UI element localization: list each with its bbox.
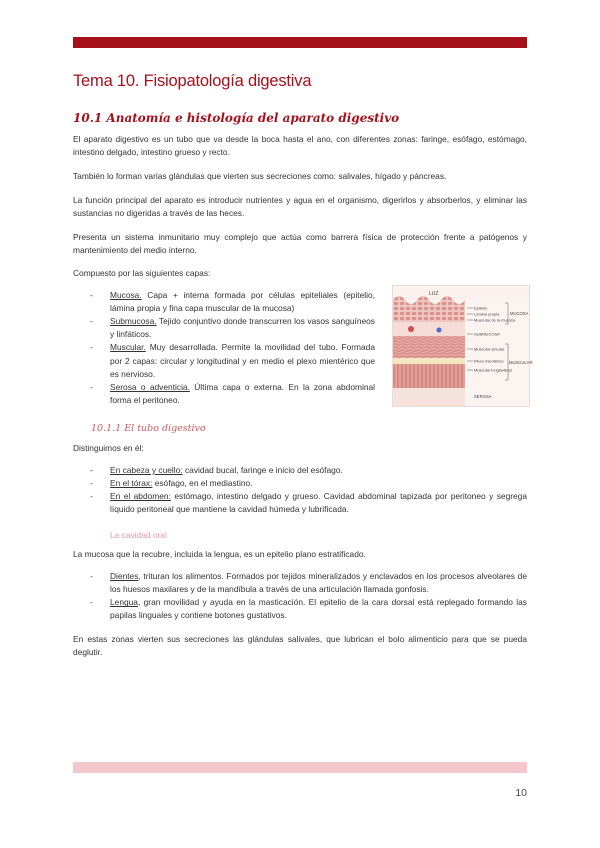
histology-figure: [392, 285, 533, 407]
list-item: [73, 570, 527, 596]
list-term: Muscular.: [110, 342, 146, 353]
circular-muscle-layer: [393, 336, 465, 358]
longitudinal-label: Muscular longitudinal: [474, 367, 512, 373]
list-term: Lengua: [110, 597, 138, 608]
paragraph: En estas zonas vierten sus secreciones las glándulas salivales, que lubrican el bolo alimenticio para que se pueda deglutir.: [73, 634, 527, 658]
blood-vessel: [437, 327, 442, 332]
longitudinal-muscle-layer: [393, 364, 465, 388]
list-text: Última capa o externa. En la zona abdominal forma el peritoneo.: [110, 382, 376, 406]
list-text: Tejido conjuntivo donde transcurren los vasos sanguíneos y linfáticos.: [110, 316, 375, 340]
list-item: [73, 477, 527, 490]
list-term: Serosa o adventicia.: [110, 382, 190, 393]
header-bar: [73, 37, 527, 48]
paragraph: Compuesto por las siguientes capas:: [73, 268, 211, 279]
page-title: Tema 10. Fisiopatología digestiva: [73, 72, 312, 90]
paragraph: También lo forman varias glándulas que vierten sus secreciones como: salivales, hígado y páncreas.: [73, 170, 447, 181]
list-term: Submucosa.: [110, 316, 157, 327]
myenteric-plexus: [393, 358, 465, 364]
list-term: En el tórax:: [110, 478, 153, 489]
list-term: En cabeza y cuello:: [110, 464, 183, 475]
list-item: [73, 490, 527, 516]
paragraph: El aparato digestivo es un tubo que va desde la boca hasta el ano, con diferentes zonas: faringe, esófago, estómago, intestino delgado, intestino grueso y recto.: [73, 134, 527, 158]
layers-list: [73, 289, 375, 408]
circular-label: Muscular circular: [474, 346, 505, 352]
epitelio-label: Epitelio: [474, 305, 488, 311]
muscularis-mucosa-label: Muscular de la mucosa: [474, 317, 516, 323]
muscular-bracket: [505, 344, 508, 380]
footer-bar: [73, 762, 527, 773]
list-item: [73, 341, 375, 381]
list-text: esófago, en el mediastino.: [152, 478, 253, 489]
list-item: [73, 596, 527, 622]
submucosa-label: SUBMUCOSA: [474, 331, 500, 337]
page-content: [73, 72, 533, 660]
regions-list: [73, 464, 527, 517]
list-term: Dientes: [110, 570, 139, 581]
paragraph: Distinguimos en él:: [73, 442, 144, 453]
list-item: [73, 464, 527, 477]
list-text: , trituran los alimentos. Formados por tejidos mineralizados y enclavados en los procesos alveolares de los huesos maxilares y de la mandíbula a través de una articulación llamada gonfosis.: [110, 570, 527, 595]
blood-vessel: [408, 326, 414, 332]
lumen-region: [393, 286, 529, 300]
list-term: Mucosa.: [110, 289, 142, 300]
list-text: cavidad bucal, faringe e inicio del esófago.: [182, 464, 343, 475]
histology-illustration: [393, 286, 533, 406]
subsection-heading: 10.1.1 El tubo digestivo: [91, 422, 206, 434]
layers-block: [73, 289, 533, 409]
list-item: [73, 289, 375, 315]
plexo-label: Plexo mientérico: [474, 358, 504, 364]
page-number: 10: [515, 787, 527, 799]
mucosa-label: MUCOSA: [510, 310, 529, 316]
list-text: Muy desarrollada. Permite la movilidad del tubo. Formada por 2 capas: circular y longitudinal y en medio el plexo mientérico que es nervioso.: [110, 342, 375, 379]
muscular-label: MUSCULAR: [509, 359, 533, 365]
section-heading: 10.1 Anatomía e histología del aparato digestivo: [73, 111, 400, 125]
list-term: En el abdomen:: [110, 491, 171, 502]
serosa-layer: [393, 388, 465, 406]
list-item: [73, 315, 375, 341]
submucosa-layer: [393, 322, 465, 336]
oral-list: [73, 570, 527, 623]
paragraph: Presenta un sistema inmunitario muy complejo que actúa como barrera física de protección frente a patógenos y mantenimiento del medio interno.: [73, 231, 527, 255]
list-text: estómago, intestino delgado y grueso. Cavidad abdominal tapizada por peritoneo y segrega líquido peritoneal que mantiene la cavidad húmeda y lubrificada.: [110, 491, 527, 515]
paragraph: La función principal del aparato es introducir nutrientes y agua en el organismo, digerirlos y absorberlos, y eliminar las sustancias no digeridas a través de las heces.: [73, 194, 527, 218]
list-text: , gran movilidad y ayuda en la masticación. El epitelio de la cara dorsal está replegado formando las papilas linguales y contiene botones gustativos.: [110, 597, 527, 621]
luz-label: LUZ: [429, 290, 439, 297]
list-text: Capa + interna formada por células epiteliales (epitelio, lámina propia y fina capa muscular de la mucosa): [110, 289, 375, 313]
lamina-label: Lámina propia: [474, 311, 500, 317]
subsubsection-heading: La cavidad oral: [110, 529, 167, 540]
serosa-label: SEROSA: [474, 393, 492, 399]
list-item: [73, 381, 375, 407]
paragraph: La mucosa que la recubre, incluida la lengua, es un epitelio plano estratificado.: [73, 548, 366, 559]
